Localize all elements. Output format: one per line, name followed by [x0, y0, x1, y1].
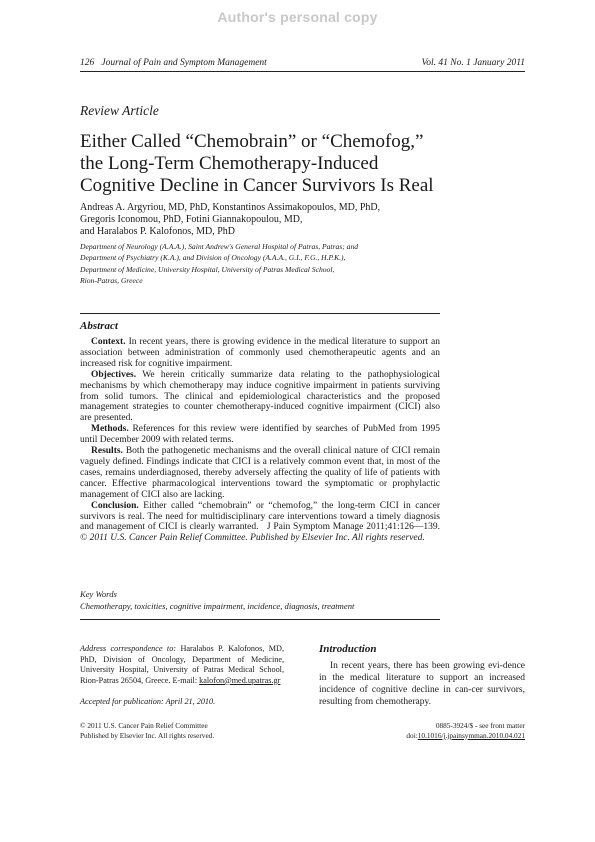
- article-title: [80, 131, 500, 197]
- article-type: Review Article: [80, 103, 159, 118]
- abstract-objectives: [80, 370, 440, 425]
- objectives-label: Objectives.: [91, 369, 137, 380]
- author-line: and Haralabos P. Kalofonos, MD, PhD: [80, 226, 235, 238]
- title-line: Either Called “Chemobrain” or “Chemofog,”: [80, 131, 424, 152]
- context-label: Context.: [91, 337, 126, 347]
- introduction-paragraph: In recent years, there has been growing evi-dence in the medical literature to support an increased incidence of cognitive decline in can-cer survivors, resulting from chemotherapy.: [319, 661, 525, 707]
- doi-prefix: doi:: [406, 730, 418, 740]
- affiliation-line: Department of Psychiatry (K.A.), and Division of Oncology (A.A.A., G.I., F.G., H.P.K.),: [80, 253, 346, 263]
- footer-doi: [406, 731, 525, 741]
- correspondence-block: [80, 644, 284, 686]
- abstract-methods: [80, 424, 440, 446]
- watermark: Author's personal copy: [217, 9, 378, 25]
- doi-link[interactable]: 10.1016/j.jpainsymman.2010.04.021: [417, 730, 525, 740]
- footer-issn: 0885-3924/$ - see front matter: [435, 721, 525, 730]
- header-rule: [80, 71, 525, 72]
- footer-publisher-line: Published by Elsevier Inc. All rights reserved.: [80, 730, 215, 740]
- conclusion-label: Conclusion.: [91, 500, 139, 511]
- abstract-heading: Abstract: [80, 320, 118, 332]
- title-line: the Long-Term Chemotherapy-Induced: [80, 153, 379, 174]
- citation: J Pain Symptom Manage 2011;41:126—139.: [258, 522, 443, 533]
- introduction-body: [319, 660, 525, 708]
- footer-copyright-line: © 2011 U.S. Cancer Pain Relief Committee: [80, 721, 208, 730]
- introduction-heading: Introduction: [319, 643, 377, 655]
- author-line: Andreas A. Argyriou, MD, PhD, Konstantinos Assimakopoulos, MD, PhD,: [80, 202, 381, 213]
- abstract-conclusion: [80, 500, 443, 545]
- keywords-text: Chemotherapy, toxicities, cognitive impairment, incidence, diagnosis, treatment: [80, 601, 355, 611]
- affiliation-line: Department of Neurology (A.A.A.), Saint Andrew's General Hospital of Patras, Patras; and: [80, 242, 359, 251]
- accepted-date: Accepted for publication: April 21, 2010.: [80, 697, 216, 706]
- running-head-journal: 126 Journal of Pain and Symptom Management: [80, 58, 267, 68]
- abstract-top-rule: [80, 313, 440, 314]
- context-text: In recent years, there is growing evidence in the medical literature to support an association between administration of commonly used chemotherapeutic agents and an increased risk for cognitive impairment.: [80, 337, 440, 369]
- results-label: Results.: [91, 446, 123, 457]
- abstract-body: [80, 337, 443, 544]
- conclusion-text: Either called “chemobrain” or “chemofog,” the long-term CICI in cancer survivors is real. The need for multidisciplinary care interventions toward a timely diagnosis and management of CICI is clearly warranted.: [80, 500, 440, 533]
- methods-text: References for this review were identified by searches of PubMed from 1995 until December 2009 with related terms.: [80, 424, 440, 446]
- methods-label: Methods.: [91, 424, 129, 435]
- author-list: [80, 202, 380, 239]
- author-line: Gregoris Iconomou, PhD, Fotini Giannakopoulou, MD,: [80, 214, 303, 226]
- correspondence-text: Haralabos P. Kalofonos, MD, PhD, Division of Oncology, Department of Medicine, University Hospital, University of Patras Medical School, Rion-Patras 26504, Greece. E-mail:: [80, 644, 284, 685]
- keywords-heading: Key Words: [80, 589, 117, 599]
- objectives-text: We herein critically summarize data relating to the pathophysiological mechanisms by which chemotherapy may induce cognitive impairment in patients surviving from solid tumors. The clinical and epidemiological characteristics and the proposed management strategies to counter chemotherapy-induced cognitive impairment (CICI) also are presented.: [80, 369, 440, 424]
- correspondence-label: Address correspondence to:: [80, 644, 177, 653]
- correspondence-paragraph: [80, 644, 284, 686]
- abstract-bottom-rule: [80, 619, 440, 620]
- copyright-italic: © 2011 U.S. Cancer Pain Relief Committee. Published by Elsevier Inc. All rights reserved.: [80, 533, 425, 544]
- email-link[interactable]: kalofon@med.upatras.gr: [199, 675, 281, 685]
- abstract-context: [80, 337, 440, 370]
- affiliations: [80, 241, 358, 286]
- footer-issn-doi: [406, 721, 525, 740]
- title-line: Cognitive Decline in Cancer Survivors Is Real: [80, 175, 434, 196]
- affiliation-line: Department of Medicine, University Hospital, University of Patras Medical School,: [80, 264, 335, 274]
- running-head-volume: Vol. 41 No. 1 January 2011: [421, 58, 525, 68]
- abstract-results: [80, 446, 440, 501]
- footer-copyright: [80, 721, 214, 740]
- affiliation-line: Rion-Patras, Greece: [80, 275, 143, 285]
- results-text: Both the pathogenetic mechanisms and the overall clinical nature of CICI remain vaguely defined. Findings indicate that CICI is a relatively common event that, in most of the cases, remains underdiagnosed, thereby adversely affecting the quality of life of patients with cancer. Effective pharmacological interventions toward the symptomatic or prophylactic management of CICI also are lacking.: [80, 446, 440, 500]
